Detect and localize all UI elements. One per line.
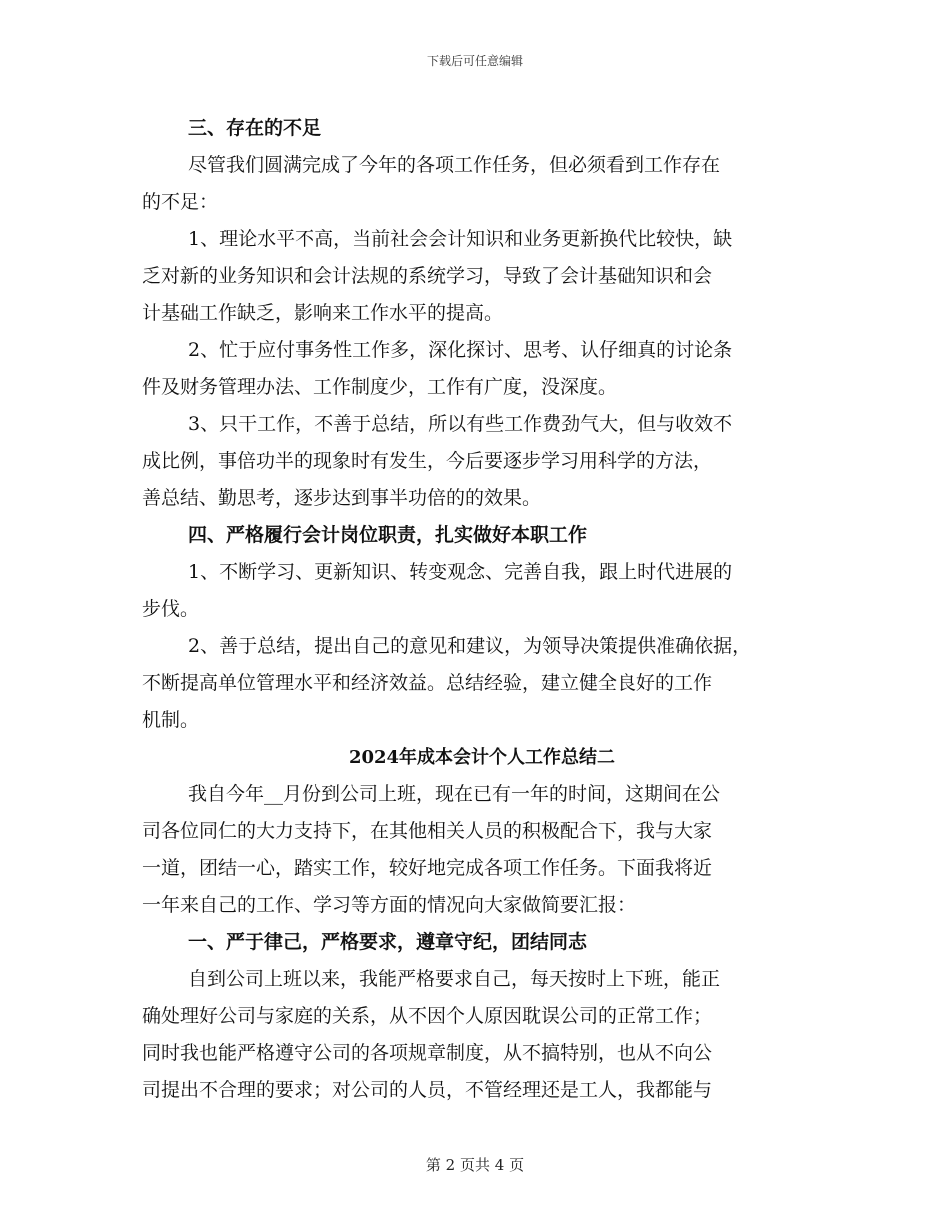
paragraph-line: 同时我也能严格遵守公司的各项规章制度，从不搞特别，也从不向公	[142, 1042, 713, 1064]
paragraph-line: 一道，团结一心，踏实工作，较好地完成各项工作任务。下面我将近	[142, 857, 713, 879]
paragraph-line: 尽管我们圆满完成了今年的各项工作任务，但必须看到工作存在	[188, 154, 721, 176]
page-header: 下载后可任意编辑	[426, 54, 523, 68]
paragraph-line: 不断提高单位管理水平和经济效益。总结经验，建立健全良好的工作	[142, 672, 713, 694]
paragraph-line: 乏对新的业务知识和会计法规的系统学习，导致了会计基础知识和会	[142, 265, 713, 287]
paragraph-line: 1、不断学习、更新知识、转变观念、完善自我，跟上时代进展的	[188, 561, 733, 583]
section-heading: 三、存在的不足	[188, 117, 322, 139]
paragraph-line: 机制。	[142, 709, 200, 731]
paragraph-line: 司提出不合理的要求；对公司的人员，不管经理还是工人，我都能与	[142, 1079, 713, 1101]
paragraph-line: 3、只干工作，不善于总结，所以有些工作费劲气大，但与收效不	[188, 413, 733, 435]
document-title: 2024年成本会计个人工作总结二	[348, 747, 616, 768]
section-heading: 一、严于律己，严格要求，遵章守纪，团结同志	[188, 931, 588, 953]
paragraph-line: 自到公司上班以来，我能严格要求自己，每天按时上下班，能正	[188, 968, 721, 990]
paragraph-line: 的不足：	[142, 191, 219, 213]
paragraph-line: 司各位同仁的大力支持下，在其他相关人员的积极配合下，我与大家	[142, 820, 713, 842]
paragraph-line: 2、忙于应付事务性工作多，深化探讨、思考、认仔细真的讨论条	[188, 339, 733, 361]
paragraph-line: 善总结、勤思考，逐步达到事半功倍的的效果。	[142, 487, 542, 509]
paragraph-line: 步伐。	[142, 598, 200, 620]
paragraph-line: 成比例，事倍功半的现象时有发生，今后要逐步学习用科学的方法，	[142, 450, 713, 472]
section-heading: 四、严格履行会计岗位职责，扎实做好本职工作	[188, 524, 588, 546]
paragraph-line: 我自今年__月份到公司上班，现在已有一年的时间，这期间在公	[188, 783, 721, 805]
document-body	[142, 110, 822, 1109]
paragraph-line: 计基础工作缺乏，影响来工作水平的提高。	[142, 302, 504, 324]
paragraph-line: 确处理好公司与家庭的关系，从不因个人原因耽误公司的正常工作；	[142, 1005, 713, 1027]
paragraph-line: 2、善于总结，提出自己的意见和建议，为领导决策提供准确依据，	[188, 635, 752, 657]
paragraph-line: 1、理论水平不高，当前社会会计知识和业务更新换代比较快，缺	[188, 228, 733, 250]
page-number: 第 2 页共 4 页	[425, 1156, 525, 1174]
paragraph-line: 件及财务管理办法、工作制度少，工作有广度，没深度。	[142, 376, 618, 398]
paragraph-line: 一年来自己的工作、学习等方面的情况向大家做简要汇报：	[142, 894, 637, 916]
